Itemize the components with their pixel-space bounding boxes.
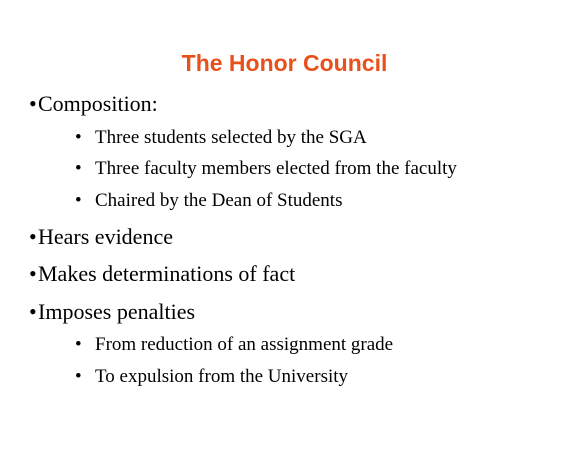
bullet-text: Composition:	[38, 91, 158, 116]
bullet-marker: •	[75, 366, 82, 387]
bullet-text: Makes determinations of fact	[38, 261, 296, 286]
bullet-marker: •	[29, 91, 37, 116]
bullet-marker: •	[75, 334, 82, 355]
bullet-marker: •	[75, 190, 82, 211]
slide-title: The Honor Council	[181, 50, 388, 76]
bullet-marker: •	[29, 261, 37, 286]
bullet-item	[0, 299, 195, 325]
bullet-text: Three faculty members elected from the faculty	[95, 158, 457, 179]
bullet-marker: •	[75, 158, 82, 179]
sub-bullet-item	[0, 158, 457, 180]
bullet-text: Chaired by the Dean of Students	[95, 190, 343, 211]
bullet-item	[0, 91, 158, 117]
sub-bullet-item	[0, 190, 342, 212]
bullet-text: Imposes penalties	[38, 299, 196, 324]
sub-bullet-item	[0, 127, 367, 149]
bullet-text: From reduction of an assignment grade	[95, 334, 394, 355]
bullet-item	[0, 224, 173, 250]
bullet-item	[0, 261, 295, 287]
sub-bullet-item	[0, 366, 348, 388]
bullet-marker: •	[75, 127, 82, 148]
bullet-marker: •	[29, 299, 37, 324]
bullet-text: Hears evidence	[38, 224, 173, 249]
bullet-text: To expulsion from the University	[95, 366, 349, 387]
sub-bullet-item	[0, 334, 393, 356]
bullet-text: Three students selected by the SGA	[95, 127, 367, 148]
bullet-marker: •	[29, 224, 37, 249]
